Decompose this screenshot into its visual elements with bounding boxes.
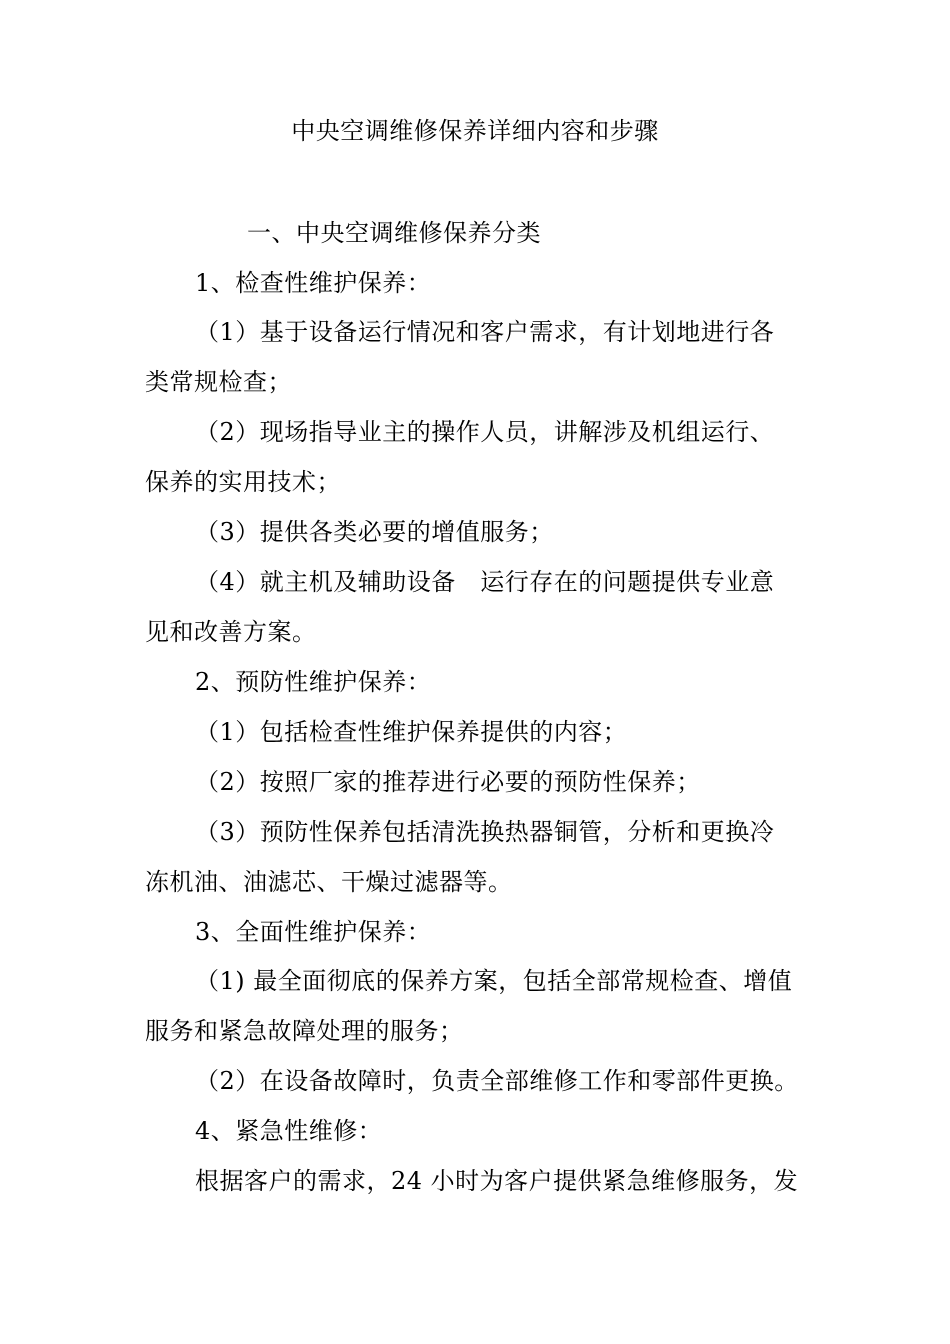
subsection-heading: 4、紧急性维修：: [195, 1117, 383, 1145]
paragraph-line: （1）基于设备运行情况和客户需求，有计划地进行各: [195, 318, 775, 346]
paragraph-line: 类常规检查；: [145, 368, 292, 396]
paragraph-line: （2）在设备故障时，负责全部维修工作和零部件更换。: [195, 1067, 799, 1095]
paragraph-line: （2）按照厂家的推荐进行必要的预防性保养；: [195, 768, 701, 796]
paragraph-line: 保养的实用技术；: [145, 468, 341, 496]
section-heading: 一、中央空调维修保养分类: [247, 219, 541, 247]
paragraph-line: 见和改善方案。: [145, 618, 317, 646]
paragraph-line: 根据客户的需求，24 小时为客户提供紧急维修服务，发: [195, 1167, 799, 1195]
subsection-heading: 2、预防性维护保养：: [195, 668, 432, 696]
paragraph-line: （1) 最全面彻底的保养方案，包括全部常规检查、增值: [195, 967, 793, 995]
paragraph-line: 服务和紧急故障处理的服务；: [145, 1017, 464, 1045]
paragraph-line: （1）包括检查性维护保养提供的内容；: [195, 718, 628, 746]
paragraph-line: 冻机油、油滤芯、干燥过滤器等。: [145, 868, 513, 896]
paragraph-line: （3）预防性保养包括清洗换热器铜管，分析和更换冷: [195, 818, 775, 846]
paragraph-line: （4）就主机及辅助设备 运行存在的问题提供专业意: [195, 568, 775, 596]
document-title: 中央空调维修保养详细内容和步骤: [291, 117, 659, 145]
subsection-heading: 3、全面性维护保养：: [195, 918, 432, 946]
subsection-heading: 1、检查性维护保养：: [195, 269, 432, 297]
paragraph-line: （2）现场指导业主的操作人员，讲解涉及机组运行、: [195, 418, 775, 446]
paragraph-line: （3）提供各类必要的增值服务；: [195, 518, 554, 546]
